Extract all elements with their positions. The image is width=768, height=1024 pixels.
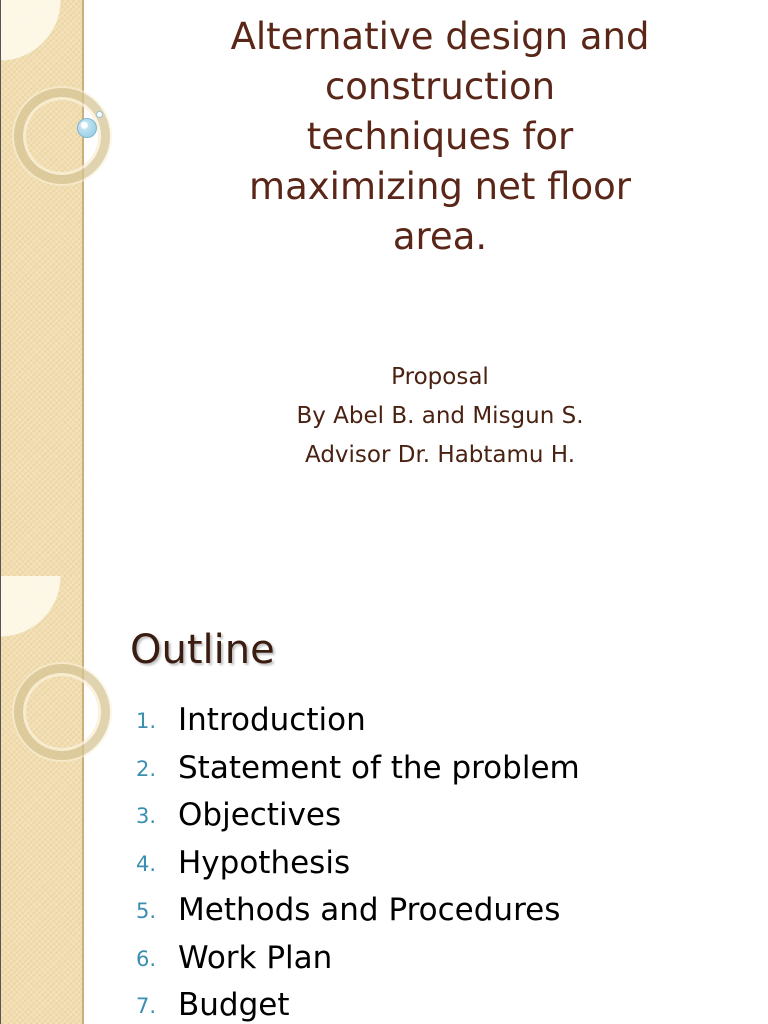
list-item-number: 6. (136, 946, 157, 971)
list-item-label: Statement of the problem (178, 749, 580, 786)
list-item-number: 3. (136, 804, 157, 828)
small-bubble-icon (96, 111, 103, 118)
decorative-ring-icon (14, 88, 110, 184)
list-item-number: 7. (136, 994, 157, 1018)
outline-slide (0, 576, 768, 1024)
bubble-icon (77, 118, 97, 138)
slide-subtitle (220, 358, 660, 475)
list-item-number: 1. (136, 709, 157, 733)
decorative-ring-icon (14, 664, 110, 760)
decorative-side-strip (0, 0, 84, 576)
list-item-number: 5. (136, 899, 157, 923)
slide-left-border (0, 0, 1, 576)
decorative-side-strip (0, 576, 84, 1024)
slide-title: Alternative design and construction techniques for maximizing net floor area. (230, 15, 650, 258)
subtitle-line-authors: By Abel B. and Misgun S. (296, 403, 584, 429)
outline-heading: Outline (130, 627, 275, 673)
list-item-number: 2. (136, 756, 157, 781)
list-item-label: Objectives (178, 797, 342, 833)
list-item-label: Introduction (178, 702, 366, 738)
slide-left-border (0, 576, 1, 1024)
strip-highlight-shape (0, 576, 84, 646)
subtitle-line-proposal: Proposal (391, 364, 489, 390)
list-item-number: 4. (136, 851, 157, 876)
list-item-label: Methods and Procedures (178, 892, 561, 928)
list-item-label: Budget (178, 987, 290, 1023)
strip-highlight-shape (0, 0, 84, 70)
list-item-label: Work Plan (178, 939, 333, 976)
list-item-label: Hypothesis (178, 844, 351, 881)
subtitle-line-advisor: Advisor Dr. Habtamu H. (304, 442, 576, 468)
